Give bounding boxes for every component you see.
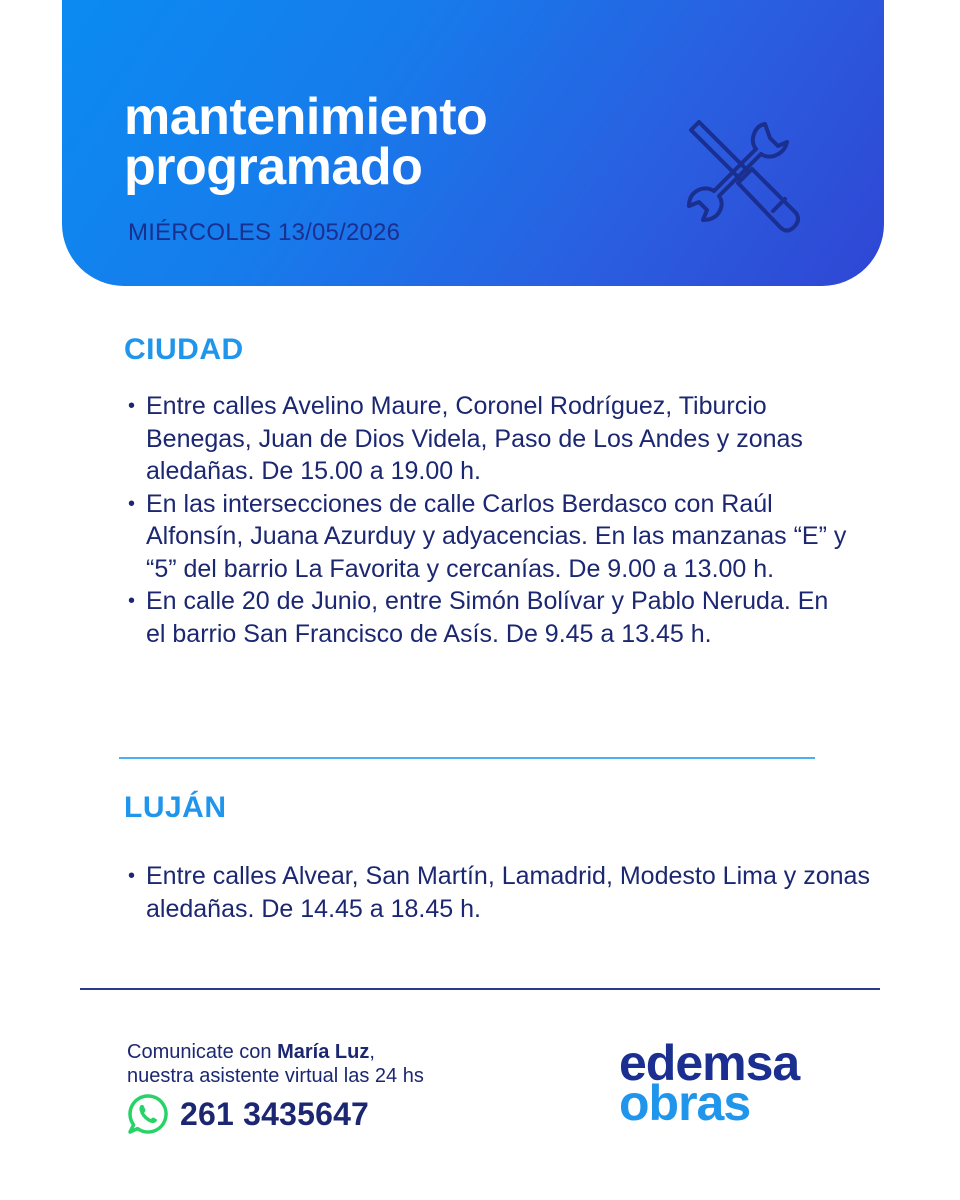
phone-row[interactable]	[126, 1092, 369, 1136]
assistant-name: María Luz	[277, 1041, 370, 1063]
title-line-1: mantenimiento	[124, 88, 488, 146]
contact-text	[127, 1040, 424, 1088]
logo-line-1: edemsa	[619, 1035, 800, 1091]
contact-suffix: ,	[369, 1041, 375, 1063]
page-title	[124, 88, 488, 196]
list-item: • En las intersecciones de calle Carlos Berdasco con Raúl Alfonsín, Juana Azurduy y adyacencias. En las manzanas “E” y “5” del barrio La Favorita y cercanías. De 9.00 a 13.00 h.	[124, 488, 854, 586]
list-item: • Entre calles Avelino Maure, Coronel Rodríguez, Tiburcio Benegas, Juan de Dios Videla, Paso de Los Andes y zonas aledañas. De 15.00 a 19.00 h.	[124, 390, 854, 488]
ciudad-list	[124, 390, 854, 650]
list-item: • Entre calles Alvear, San Martín, Lamadrid, Modesto Lima y zonas aledañas. De 14.45 a 18.45 h.	[124, 860, 884, 925]
section-divider	[119, 757, 815, 759]
phone-number[interactable]: 261 3435647	[180, 1095, 370, 1132]
contact-prefix: Comunicate con	[127, 1041, 278, 1063]
lujan-list	[124, 860, 884, 925]
contact-line-2: nuestra asistente virtual las 24 hs	[127, 1065, 424, 1087]
footer-divider	[80, 988, 880, 990]
list-item: • En calle 20 de Junio, entre Simón Bolívar y Pablo Neruda. En el barrio San Francisco de Asís. De 9.45 a 13.45 h.	[124, 585, 854, 650]
edemsa-obras-logo	[619, 1035, 800, 1131]
whatsapp-icon	[126, 1092, 170, 1136]
section-title-ciudad: CIUDAD	[124, 333, 244, 366]
screwdriver-wrench-icon	[681, 116, 805, 240]
contact-line-1	[127, 1040, 424, 1064]
title-line-2: programado	[124, 138, 423, 196]
logo-line-2: obras	[619, 1075, 751, 1131]
section-title-lujan: LUJÁN	[124, 791, 227, 824]
date-label: MIÉRCOLES 13/05/2026	[128, 219, 401, 246]
